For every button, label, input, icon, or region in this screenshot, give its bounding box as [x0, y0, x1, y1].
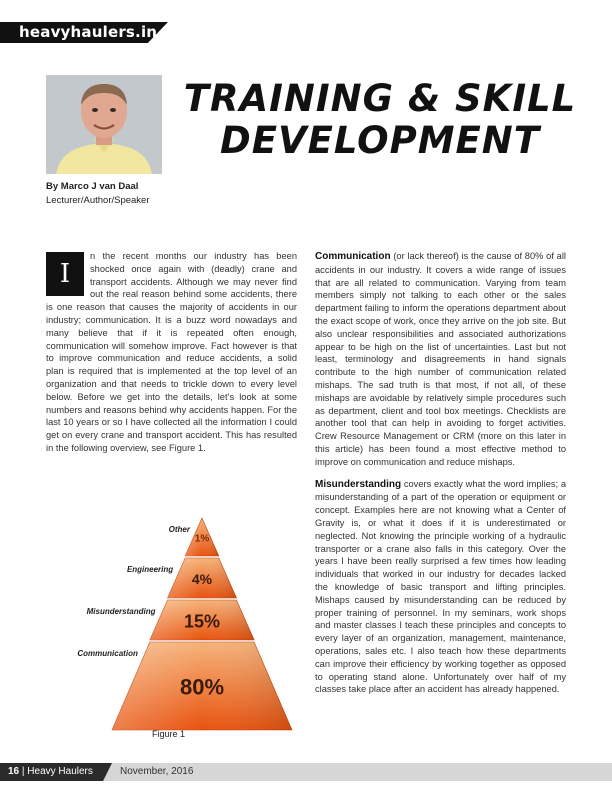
pyramid-category-label: Misunderstanding — [86, 607, 156, 616]
pyramid-figure — [44, 510, 294, 750]
article-title — [170, 78, 590, 162]
pyramid-category-label: Engineering — [126, 565, 174, 574]
pyramid-category-label: Other — [168, 525, 190, 534]
pyramid-value-label: 4% — [191, 570, 213, 587]
issue-date: November, 2016 — [120, 766, 194, 777]
intro-text: n the recent months our industry has been shocked once again with (deadly) crane and transport accidents. Although we may never find out the real reason behind some accidents, there is one reason that causes the majority of accidents in our industry; communication. It is a buzz word nowadays and many believe that if it is repeated often enough, communication will somehow improve. Fact however is that to improve communication and reduce accidents, a solid plan is required that is implemented at the top level of an organization and that needs to trickle down to every level below. Before we get into the details, let’s look at some numbers and reasons behind why accidents happen. For the last 10 years or so I have collected all the information I could get on every crane and transport accident. This has resulted in the following overview, see Figure 1. — [46, 251, 297, 453]
author-name: By Marco J van Daal — [46, 181, 139, 192]
title-line-1: TRAINING & SKILL — [183, 77, 577, 120]
misunderstanding-paragraph — [315, 478, 566, 697]
pyramid-value-label: 1% — [194, 533, 210, 545]
publication-name: Heavy Haulers — [27, 766, 93, 777]
figure-caption: Figure 1 — [152, 729, 186, 739]
pyramid-value-label: 80% — [179, 674, 225, 700]
page-number: 16 — [8, 766, 20, 777]
pyramid-value-label: 15% — [183, 611, 221, 632]
misunderstanding-text: covers exactly what the word implies; a misunderstanding of a part of the operation or equipment or concept. Examples here are not knowing what a Center of Gravity is, or what it does if it is underestimated or neglected. Not knowing the principle working of a hydraulic transporter or a crane also falls in this category. Over the years I have been really surprised a few times how leading individuals that worked in our industry for decades lacked the knowledge of basic transport and lifting principles. Mishaps caused by misunderstanding can be reduced by proper training of personnel. In my seminars, work shops and master classes I teach these principles and concepts to every layer of an organization, management, maintenance, operations, sales etc. I also teach how these departments can improve their efficiency by working together as opposed to operating stand alone. Unfortunately over half of my classes take place after an accident has already happened. — [315, 478, 566, 695]
title-line-2: DEVELOPMENT — [219, 119, 541, 162]
footer-page-info — [8, 766, 93, 777]
drop-cap: I — [46, 252, 84, 296]
column-left — [46, 250, 297, 464]
communication-text: (or lack thereof) is the cause of 80% of all accidents in our industry. It covers a wide range of issues that are all related to communication. Varying from team members simply not talking to each other or the sales department failing to inform the operations department about the exact scope of work, once they arrive on the job site. But also unclear responsibilities and associated authorizations appear to be high on the list of uncertainties. Last but not least, terminology and disagreements in hand signals contribute to the high number of communication related mishaps. The sad truth is that most, if not all, of these mishaps are avoidable by relatively simple procedures such as department, client and tool box meetings. Checklists are another tool that can help in avoiding to forget activities. Crew Resource Management or CRM (more on this later in this article) has been found a most effective method to improve on communication and reduce mishaps. — [315, 251, 566, 467]
pyramid-category-label: Communication — [77, 649, 138, 658]
column-right — [315, 250, 566, 705]
footer-separator: | — [21, 766, 25, 777]
author-photo — [46, 75, 162, 174]
intro-paragraph — [46, 250, 297, 455]
pyramid-chart — [44, 510, 294, 750]
author-portrait-image — [46, 75, 162, 174]
misunderstanding-lead: Misunderstanding — [315, 478, 402, 490]
author-role: Lecturer/Author/Speaker — [46, 195, 150, 206]
communication-lead: Communication — [315, 251, 391, 262]
brand-name: heavyhaulers.in — [19, 23, 158, 41]
communication-paragraph — [315, 250, 566, 469]
